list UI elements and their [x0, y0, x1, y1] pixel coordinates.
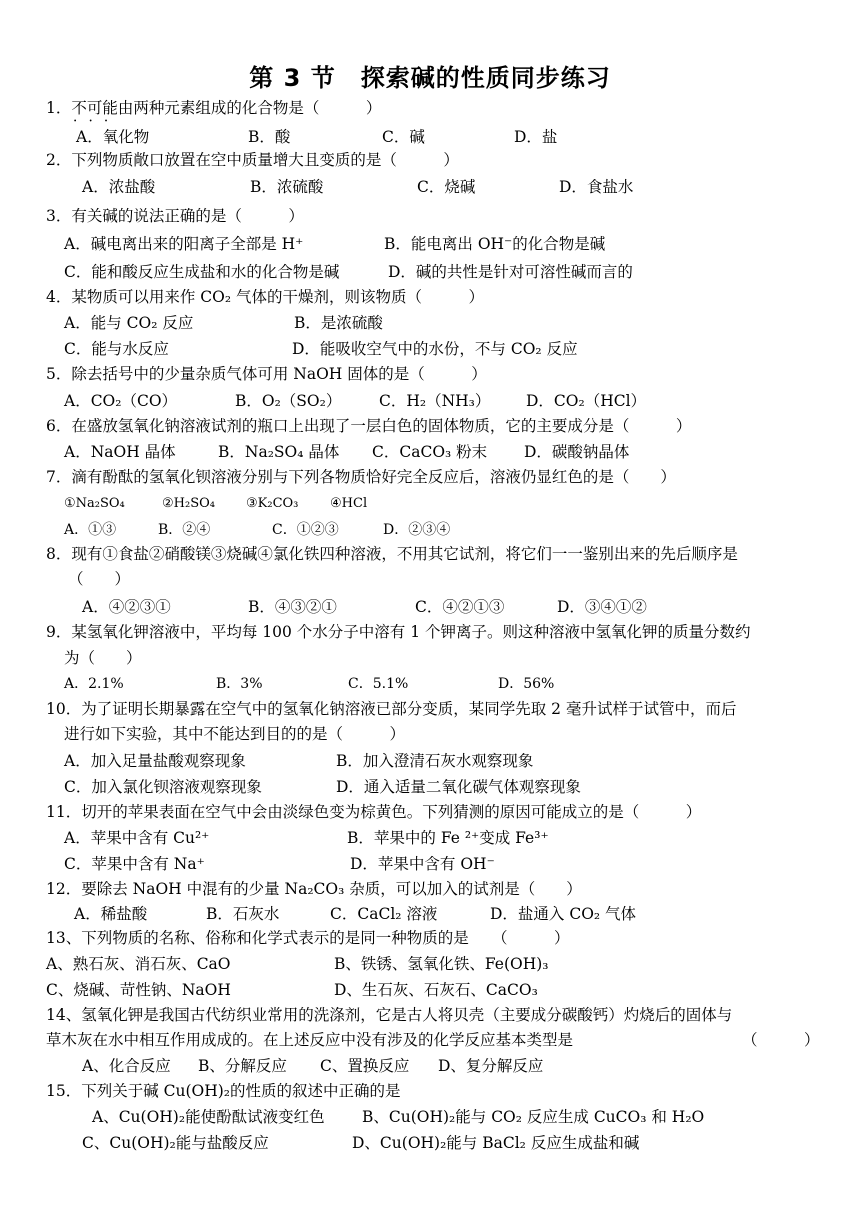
question-14-stem-cont: 草木灰在水中相互作用成成的。在上述反应中没有涉及的化学反应基本类型是	[46, 1031, 574, 1049]
question-14-answer-paren: （ ）	[742, 1031, 820, 1049]
question-3-option-a[interactable]: A．碱电离出来的阳离子全部是 H⁺	[64, 235, 304, 253]
question-11-option-b[interactable]: B．苹果中的 Fe ²⁺变成 Fe³⁺	[347, 829, 549, 847]
question-9-option-d[interactable]: D．56%	[498, 676, 555, 692]
question-4-option-a[interactable]: A．能与 CO₂ 反应	[64, 314, 194, 332]
question-2-stem: 2．下列物质敞口放置在空中质量增大且变质的是（ ）	[46, 151, 459, 169]
question-14-option-b[interactable]: B、分解反应	[198, 1057, 287, 1075]
question-1-option-d[interactable]: D．盐	[514, 128, 558, 146]
question-3-option-b[interactable]: B．能电离出 OH⁻的化合物是碱	[384, 235, 606, 253]
question-11-stem: 11．切开的苹果表面在空气中会由淡绿色变为棕黄色。下列猜测的原因可能成立的是（ ）	[46, 803, 702, 821]
question-4-stem: 4．某物质可以用来作 CO₂ 气体的干燥剂，则该物质（ ）	[46, 288, 484, 306]
question-7-option-b[interactable]: B．②④	[158, 522, 211, 538]
question-13-option-b[interactable]: B、铁锈、氢氧化铁、Fe(OH)₃	[334, 955, 549, 973]
question-6-stem: 6．在盛放氢氧化钠溶液试剂的瓶口上出现了一层白色的固体物质，它的主要成分是（ ）	[46, 417, 692, 435]
question-8-option-d[interactable]: D．③④①②	[557, 598, 647, 616]
question-2-option-b[interactable]: B．浓硫酸	[250, 178, 324, 196]
question-12-option-d[interactable]: D．盐通入 CO₂ 气体	[490, 905, 637, 923]
question-10-option-d[interactable]: D．通入适量二氧化碳气体观察现象	[336, 778, 581, 796]
question-8-option-c[interactable]: C．④②①③	[415, 598, 505, 616]
question-12-stem: 12．要除去 NaOH 中混有的少量 Na₂CO₃ 杂质，可以加入的试剂是（ ）	[46, 880, 582, 898]
question-9-stem-cont: 为（ ）	[64, 649, 142, 667]
question-15-option-c[interactable]: C、Cu(OH)₂能与盐酸反应	[82, 1134, 269, 1152]
question-12-option-a[interactable]: A．稀盐酸	[74, 905, 148, 923]
question-7-item-3: ③K₂CO₃	[246, 496, 299, 511]
question-13-option-c[interactable]: C、烧碱、苛性钠、NaOH	[46, 981, 231, 999]
question-7-option-d[interactable]: D．②③④	[383, 522, 451, 538]
question-11-option-d[interactable]: D．苹果中含有 OH⁻	[350, 855, 495, 873]
question-6-option-b[interactable]: B．Na₂SO₄ 晶体	[218, 443, 340, 461]
question-13-stem: 13、下列物质的名称、俗称和化学式表示的是同一种物质的是 （ ）	[46, 929, 570, 947]
question-12-option-c[interactable]: C．CaCl₂ 溶液	[330, 905, 438, 923]
question-15-option-a[interactable]: A、Cu(OH)₂能使酚酞试液变红色	[92, 1108, 325, 1126]
question-9-option-c[interactable]: C．5.1%	[348, 676, 409, 692]
question-10-stem: 10．为了证明长期暴露在空气中的氢氧化钠溶液已部分变质，某同学先取 2 毫升试样于试管中，而后	[46, 700, 737, 718]
question-8-stem: 8．现有①食盐②硝酸镁③烧碱④氯化铁四种溶液，不用其它试剂，将它们一一鉴别出来的先后顺序是	[46, 545, 738, 563]
question-3-option-c[interactable]: C．能和酸反应生成盐和水的化合物是碱	[64, 263, 340, 281]
question-2-option-c[interactable]: C．烧碱	[417, 178, 476, 196]
question-9-stem: 9．某氢氧化钾溶液中，平均每 100 个水分子中溶有 1 个钾离子。则这种溶液中氢氧化钾的质量分数约	[46, 623, 751, 641]
question-12-option-b[interactable]: B．石灰水	[206, 905, 280, 923]
question-11-option-c[interactable]: C．苹果中含有 Na⁺	[64, 855, 205, 873]
question-14-stem: 14、氢氧化钾是我国古代纺织业常用的洗涤剂，它是古人将贝壳（主要成分碳酸钙）灼烧后的固体与	[46, 1006, 733, 1024]
question-1-option-b[interactable]: B．酸	[248, 128, 291, 146]
question-5-option-d[interactable]: D．CO₂（HCl）	[526, 392, 647, 410]
question-7-item-1: ①Na₂SO₄	[64, 496, 125, 511]
question-3-option-d[interactable]: D．碱的共性是针对可溶性碱而言的	[388, 263, 633, 281]
question-10-stem-cont: 进行如下实验，其中不能达到目的的是（ ）	[64, 725, 406, 743]
question-7-option-a[interactable]: A．①③	[64, 522, 117, 538]
question-2-option-d[interactable]: D．食盐水	[559, 178, 634, 196]
question-1-option-a[interactable]: A．氧化物	[76, 128, 150, 146]
question-5-option-c[interactable]: C．H₂（NH₃）	[379, 392, 491, 410]
question-4-option-c[interactable]: C．能与水反应	[64, 340, 169, 358]
question-5-option-b[interactable]: B．O₂（SO₂）	[235, 392, 342, 410]
question-2-option-a[interactable]: A．浓盐酸	[82, 178, 156, 196]
question-7-option-c[interactable]: C．①②③	[272, 522, 339, 538]
question-14-option-d[interactable]: D、复分解反应	[438, 1057, 544, 1075]
question-14-option-a[interactable]: A、化合反应	[82, 1057, 171, 1075]
question-14-option-c[interactable]: C、置换反应	[320, 1057, 410, 1075]
question-4-option-b[interactable]: B．是浓硫酸	[294, 314, 383, 332]
question-9-option-a[interactable]: A．2.1%	[64, 676, 124, 692]
question-6-option-a[interactable]: A．NaOH 晶体	[64, 443, 176, 461]
question-5-option-a[interactable]: A．CO₂（CO）	[64, 392, 178, 410]
question-10-option-c[interactable]: C．加入氯化钡溶液观察现象	[64, 778, 262, 796]
question-1-stem: 1．不可能 • • •由两种元素组成的化合物是（ ）	[46, 98, 381, 118]
question-7-item-2: ②H₂SO₄	[162, 496, 215, 511]
question-5-stem: 5．除去括号中的少量杂质气体可用 NaOH 固体的是（ ）	[46, 365, 487, 383]
question-4-option-d[interactable]: D．能吸收空气中的水份，不与 CO₂ 反应	[292, 340, 578, 358]
question-6-option-c[interactable]: C．CaCO₃ 粉末	[372, 443, 488, 461]
question-3-stem: 3．有关碱的说法正确的是（ ）	[46, 207, 304, 225]
question-6-option-d[interactable]: D．碳酸钠晶体	[524, 443, 630, 461]
page-title: 第 3 节 探索碱的性质同步练习	[249, 64, 611, 92]
question-8-stem-cont: （ ）	[68, 570, 131, 588]
emphasis-dots: 不可能 • • •	[71, 99, 118, 117]
question-13-option-a[interactable]: A、熟石灰、消石灰、CaO	[46, 955, 231, 973]
question-8-option-b[interactable]: B．④③②①	[248, 598, 337, 616]
question-7-stem: 7．滴有酚酞的氢氧化钡溶液分别与下列各物质恰好完全反应后，溶液仍显红色的是（ ）	[46, 468, 676, 486]
question-9-option-b[interactable]: B．3%	[216, 676, 263, 692]
question-15-stem: 15．下列关于碱 Cu(OH)₂的性质的叙述中正确的是	[46, 1082, 401, 1100]
question-10-option-a[interactable]: A．加入足量盐酸观察现象	[64, 752, 246, 770]
question-13-option-d[interactable]: D、生石灰、石灰石、CaCO₃	[334, 981, 538, 999]
question-11-option-a[interactable]: A．苹果中含有 Cu²⁺	[64, 829, 210, 847]
question-15-option-d[interactable]: D、Cu(OH)₂能与 BaCl₂ 反应生成盐和碱	[352, 1134, 640, 1152]
question-8-option-a[interactable]: A．④②③①	[82, 598, 171, 616]
question-15-option-b[interactable]: B、Cu(OH)₂能与 CO₂ 反应生成 CuCO₃ 和 H₂O	[362, 1108, 705, 1126]
question-7-item-4: ④HCl	[330, 496, 368, 511]
question-1-option-c[interactable]: C．碱	[382, 128, 425, 146]
question-10-option-b[interactable]: B．加入澄清石灰水观察现象	[336, 752, 534, 770]
